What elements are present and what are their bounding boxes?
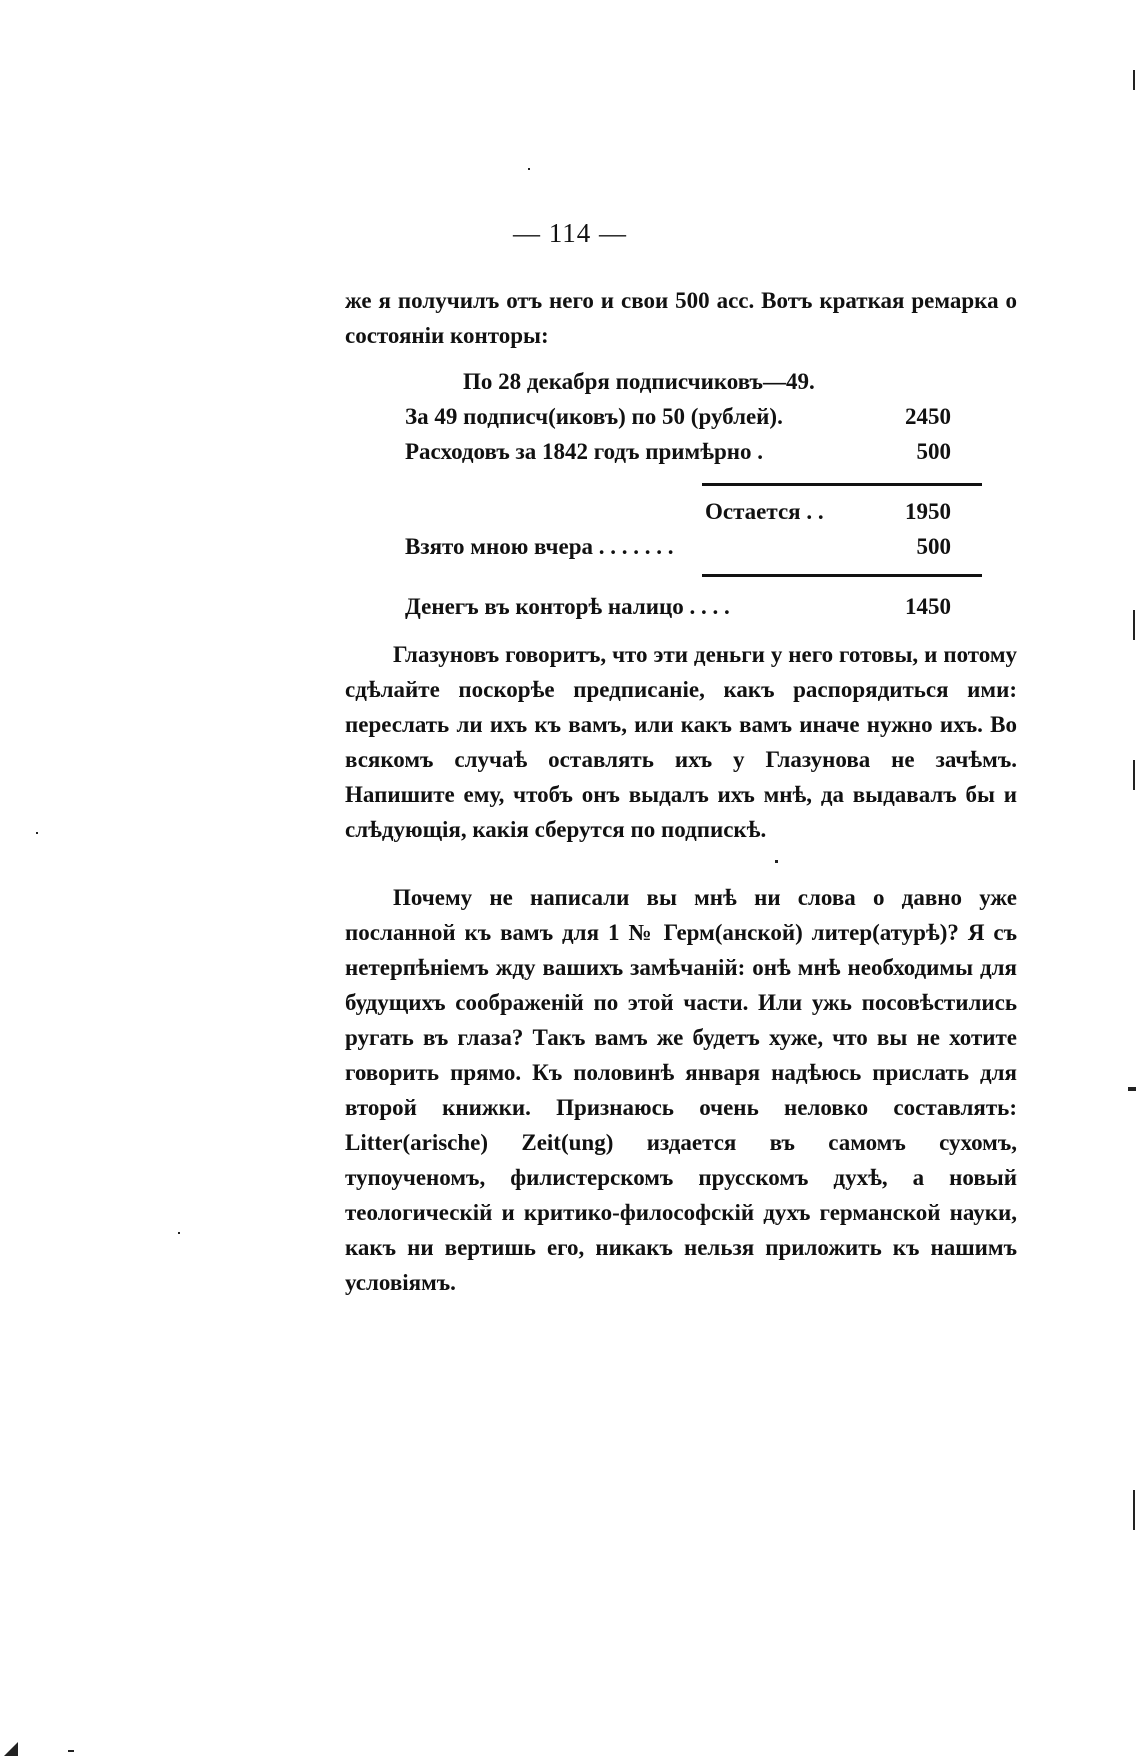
scan-mark <box>528 168 530 170</box>
scan-mark <box>1133 70 1135 90</box>
sum-rule <box>702 483 982 486</box>
scan-mark <box>36 832 38 834</box>
paragraph-glazunov: Глазуновъ говоритъ, что эти деньги у него готовы, и потому сдѣлайте поскорѣе предписаніе, какъ распорядиться ими: переслать ли ихъ къ вамъ, или какъ вамъ иначе нужно ихъ. Во всякомъ случаѣ оставлять ихъ у Глазунова не зачѣмъ. Напишите ему, чтобъ онъ выдалъ ихъ мнѣ, да выдавалъ бы и слѣдующія, какія сберутся по подпискѣ. <box>345 642 1017 842</box>
paragraph-letter: Почему не написали вы мнѣ ни слова о давно уже посланной къ вамъ для 1 № Герм(анской) литер(атурѣ)? Я съ нетерпѣніемъ жду вашихъ замѣчаній: онѣ мнѣ необходимы для будущихъ соображеній по этой части. Или ужь посовѣстились ругать въ глаза? Такъ вамъ же будетъ хуже, что вы не хотите говорить прямо. Къ половинѣ января надѣюсь прислать для второй книжки. Признаюсь очень неловко составлять: Litter(arische) Zeit(ung) издается въ самомъ сухомъ, тупоученомъ, филистерскомъ прусскомъ духѣ, а новый теологическій и критико-философскій духъ германской науки, какъ ни вертишь его, никакъ нельзя приложить къ нашимъ условіямъ. <box>345 885 1017 1295</box>
accounts-row-value: 1950 <box>905 499 951 524</box>
accounts-row-label: За 49 подписч(иковъ) по 50 (рублей). <box>405 404 783 429</box>
sum-rule <box>702 574 982 577</box>
scan-mark <box>1133 610 1135 640</box>
accounts-row-value: 1450 <box>905 594 951 619</box>
scan-mark <box>1133 760 1135 790</box>
scan-mark <box>1128 1087 1136 1091</box>
accounts-row-value: 500 <box>916 439 951 464</box>
page-number: — 114 — <box>513 218 627 248</box>
scan-mark <box>775 860 778 863</box>
accounts-row-value: 2450 <box>905 404 951 429</box>
scan-mark <box>68 1750 74 1752</box>
accounts-row-label: Взято мною вчера . . . . . . . <box>405 534 674 559</box>
scan-mark <box>4 1742 18 1756</box>
intro-paragraph: же я получилъ отъ него и свои 500 асс. Вотъ краткая ремарка о состояніи конторы: <box>345 288 1017 348</box>
scan-mark <box>1133 1490 1135 1530</box>
accounts-row-label: Расходовъ за 1842 годъ примѣрно . <box>405 439 764 464</box>
accounts-row-label: Денегъ въ конторѣ налицо . . . . <box>405 594 730 619</box>
accounts-row-label: Остается . . <box>705 499 824 524</box>
accounts-row-label: По 28 декабря подписчиковъ—49. <box>463 369 815 394</box>
scan-mark <box>178 1232 180 1234</box>
accounts-row-value: 500 <box>916 534 951 559</box>
